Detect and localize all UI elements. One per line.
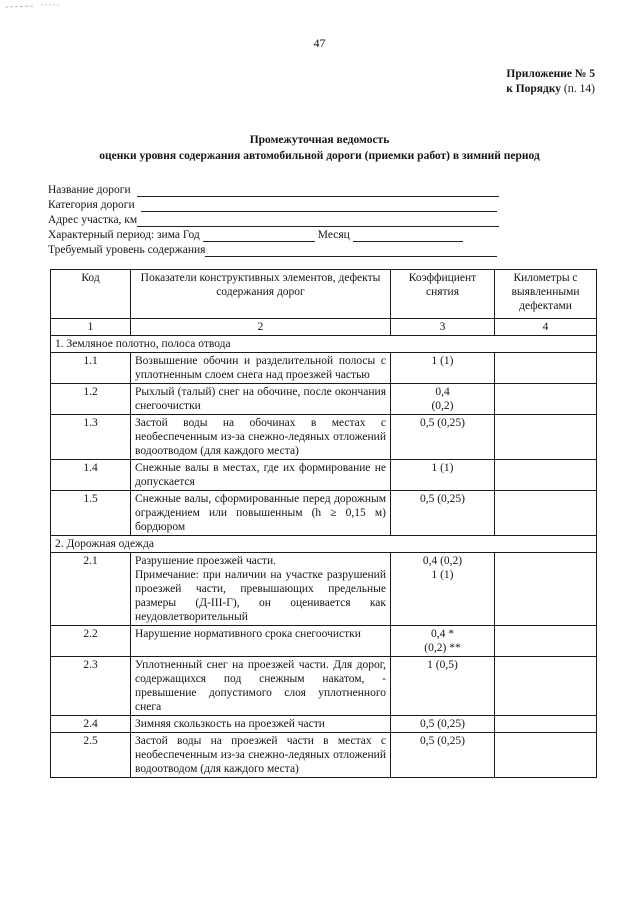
row-kilometers-cell[interactable] [495,657,597,716]
road-name-blank[interactable] [137,185,499,197]
row-kilometers-cell[interactable] [495,384,597,415]
appendix-clause: (п. 14) [561,82,595,95]
field-label: Адрес участка, км [48,213,138,226]
row-coefficient: 0,5 (0,25) [391,491,495,536]
document-title [0,133,639,164]
section-title: 1. Земляное полотно, полоса отвода [51,336,597,353]
table-row [51,460,597,491]
row-kilometers-cell[interactable] [495,460,597,491]
row-coefficient: 1 (0,5) [391,657,495,716]
table-row [51,553,597,626]
row-description: Возвышение обочин и разделительной полосы с уплотненным слоем снега над проезжей частью [131,353,391,384]
row-code: 2.5 [51,733,131,778]
scan-artifact [5,4,61,8]
row-description-cell [131,553,391,626]
field-label: Характерный период: зима Год [48,228,200,241]
row-code: 2.4 [51,716,131,733]
page-number: 47 [313,36,326,50]
row-description: Нарушение нормативного срока снегоочистки [131,626,391,657]
row-code: 2.3 [51,657,131,716]
field-label: Месяц [317,228,350,241]
row-code: 1.1 [51,353,131,384]
table-row [51,657,597,716]
row-kilometers-cell[interactable] [495,716,597,733]
row-description: Зимняя скользкость на проезжей части [131,716,391,733]
title-line-1: Промежуточная ведомость [249,134,390,146]
row-kilometers-cell[interactable] [495,733,597,778]
row-code: 2.2 [51,626,131,657]
table-header-row [51,270,597,319]
column-number: 1 [51,319,131,336]
table-row [51,491,597,536]
field-required-level [48,242,528,257]
column-number-row [51,319,597,336]
row-kilometers-cell[interactable] [495,626,597,657]
row-coefficient: 0,4 (0,2) 1 (1) [391,553,495,626]
header-kilometers: Километры с выявленными дефектами [495,270,597,319]
row-coefficient: 0,5 (0,25) [391,415,495,460]
header-indicators: Показатели конструктивных элементов, дефекты содержания дорог [131,270,391,319]
row-description: Снежные валы в местах, где их формирование не допускается [131,460,391,491]
table-row [51,415,597,460]
year-blank[interactable] [203,230,315,242]
assessment-table [50,269,597,778]
row-description: Уплотненный снег на проезжей части. Для дорог, содержащихся под снежным накатом, - превышение допустимого слоя уплотненного снега [131,657,391,716]
appendix-reference [506,67,595,97]
field-label: Требуемый уровень содержания [48,243,206,256]
form-fields [48,182,528,257]
field-label: Название дороги [48,183,131,196]
section-address-blank[interactable] [137,215,499,227]
row-code: 1.3 [51,415,131,460]
row-kilometers-cell[interactable] [495,353,597,384]
row-code: 1.2 [51,384,131,415]
row-note: Примечание: при наличии на участке разрушений проезжей части, превышающих предельные размеры (Д-III-Г), он оценивается как неудовлетворительный [135,569,386,624]
appendix-title: Приложение № 5 [506,68,595,80]
section-title: 2. Дорожная одежда [51,536,597,553]
table-row [51,384,597,415]
section-row [51,536,597,553]
row-description: Разрушение проезжей части. [135,555,276,568]
row-coefficient: 0,4 * (0,2) ** [391,626,495,657]
required-level-blank[interactable] [205,245,497,257]
row-description: Снежные валы, сформированные перед дорожным ограждением или повышенным (h ≥ 0,15 м) бордюром [131,491,391,536]
row-description: Рыхлый (талый) снег на обочине, после окончания снегоочистки [131,384,391,415]
month-blank[interactable] [353,230,463,242]
appendix-order-ref [506,82,595,97]
row-coefficient: 0,4 (0,2) [391,384,495,415]
header-code: Код [51,270,131,319]
table-row [51,353,597,384]
row-kilometers-cell[interactable] [495,491,597,536]
field-road-category [48,197,528,212]
appendix-order: к Порядку [506,82,562,95]
row-coefficient: 1 (1) [391,460,495,491]
row-code: 1.4 [51,460,131,491]
section-row [51,336,597,353]
table-row [51,733,597,778]
row-coefficient: 0,5 (0,25) [391,733,495,778]
row-code: 2.1 [51,553,131,626]
row-description: Застой воды на проезжей части в местах с необеспеченным из-за снежно-ледяных отложений водоотводом (для каждого места) [131,733,391,778]
column-number: 4 [495,319,597,336]
row-description: Застой воды на обочинах в местах с необеспеченным из-за снежно-ледяных отложений водоотводом (для каждого места) [131,415,391,460]
column-number: 3 [391,319,495,336]
table-row [51,716,597,733]
field-label: Категория дороги [48,198,135,211]
table-row [51,626,597,657]
row-code: 1.5 [51,491,131,536]
row-coefficient: 1 (1) [391,353,495,384]
field-section-address [48,212,528,227]
title-line-2: оценки уровня содержания автомобильной дороги (приемки работ) в зимний период [99,149,540,162]
row-coefficient: 0,5 (0,25) [391,716,495,733]
row-kilometers-cell[interactable] [495,415,597,460]
field-period [48,227,528,242]
road-category-blank[interactable] [141,200,497,212]
header-coefficient: Коэффициент снятия [391,270,495,319]
column-number: 2 [131,319,391,336]
row-kilometers-cell[interactable] [495,553,597,626]
field-road-name [48,182,528,197]
